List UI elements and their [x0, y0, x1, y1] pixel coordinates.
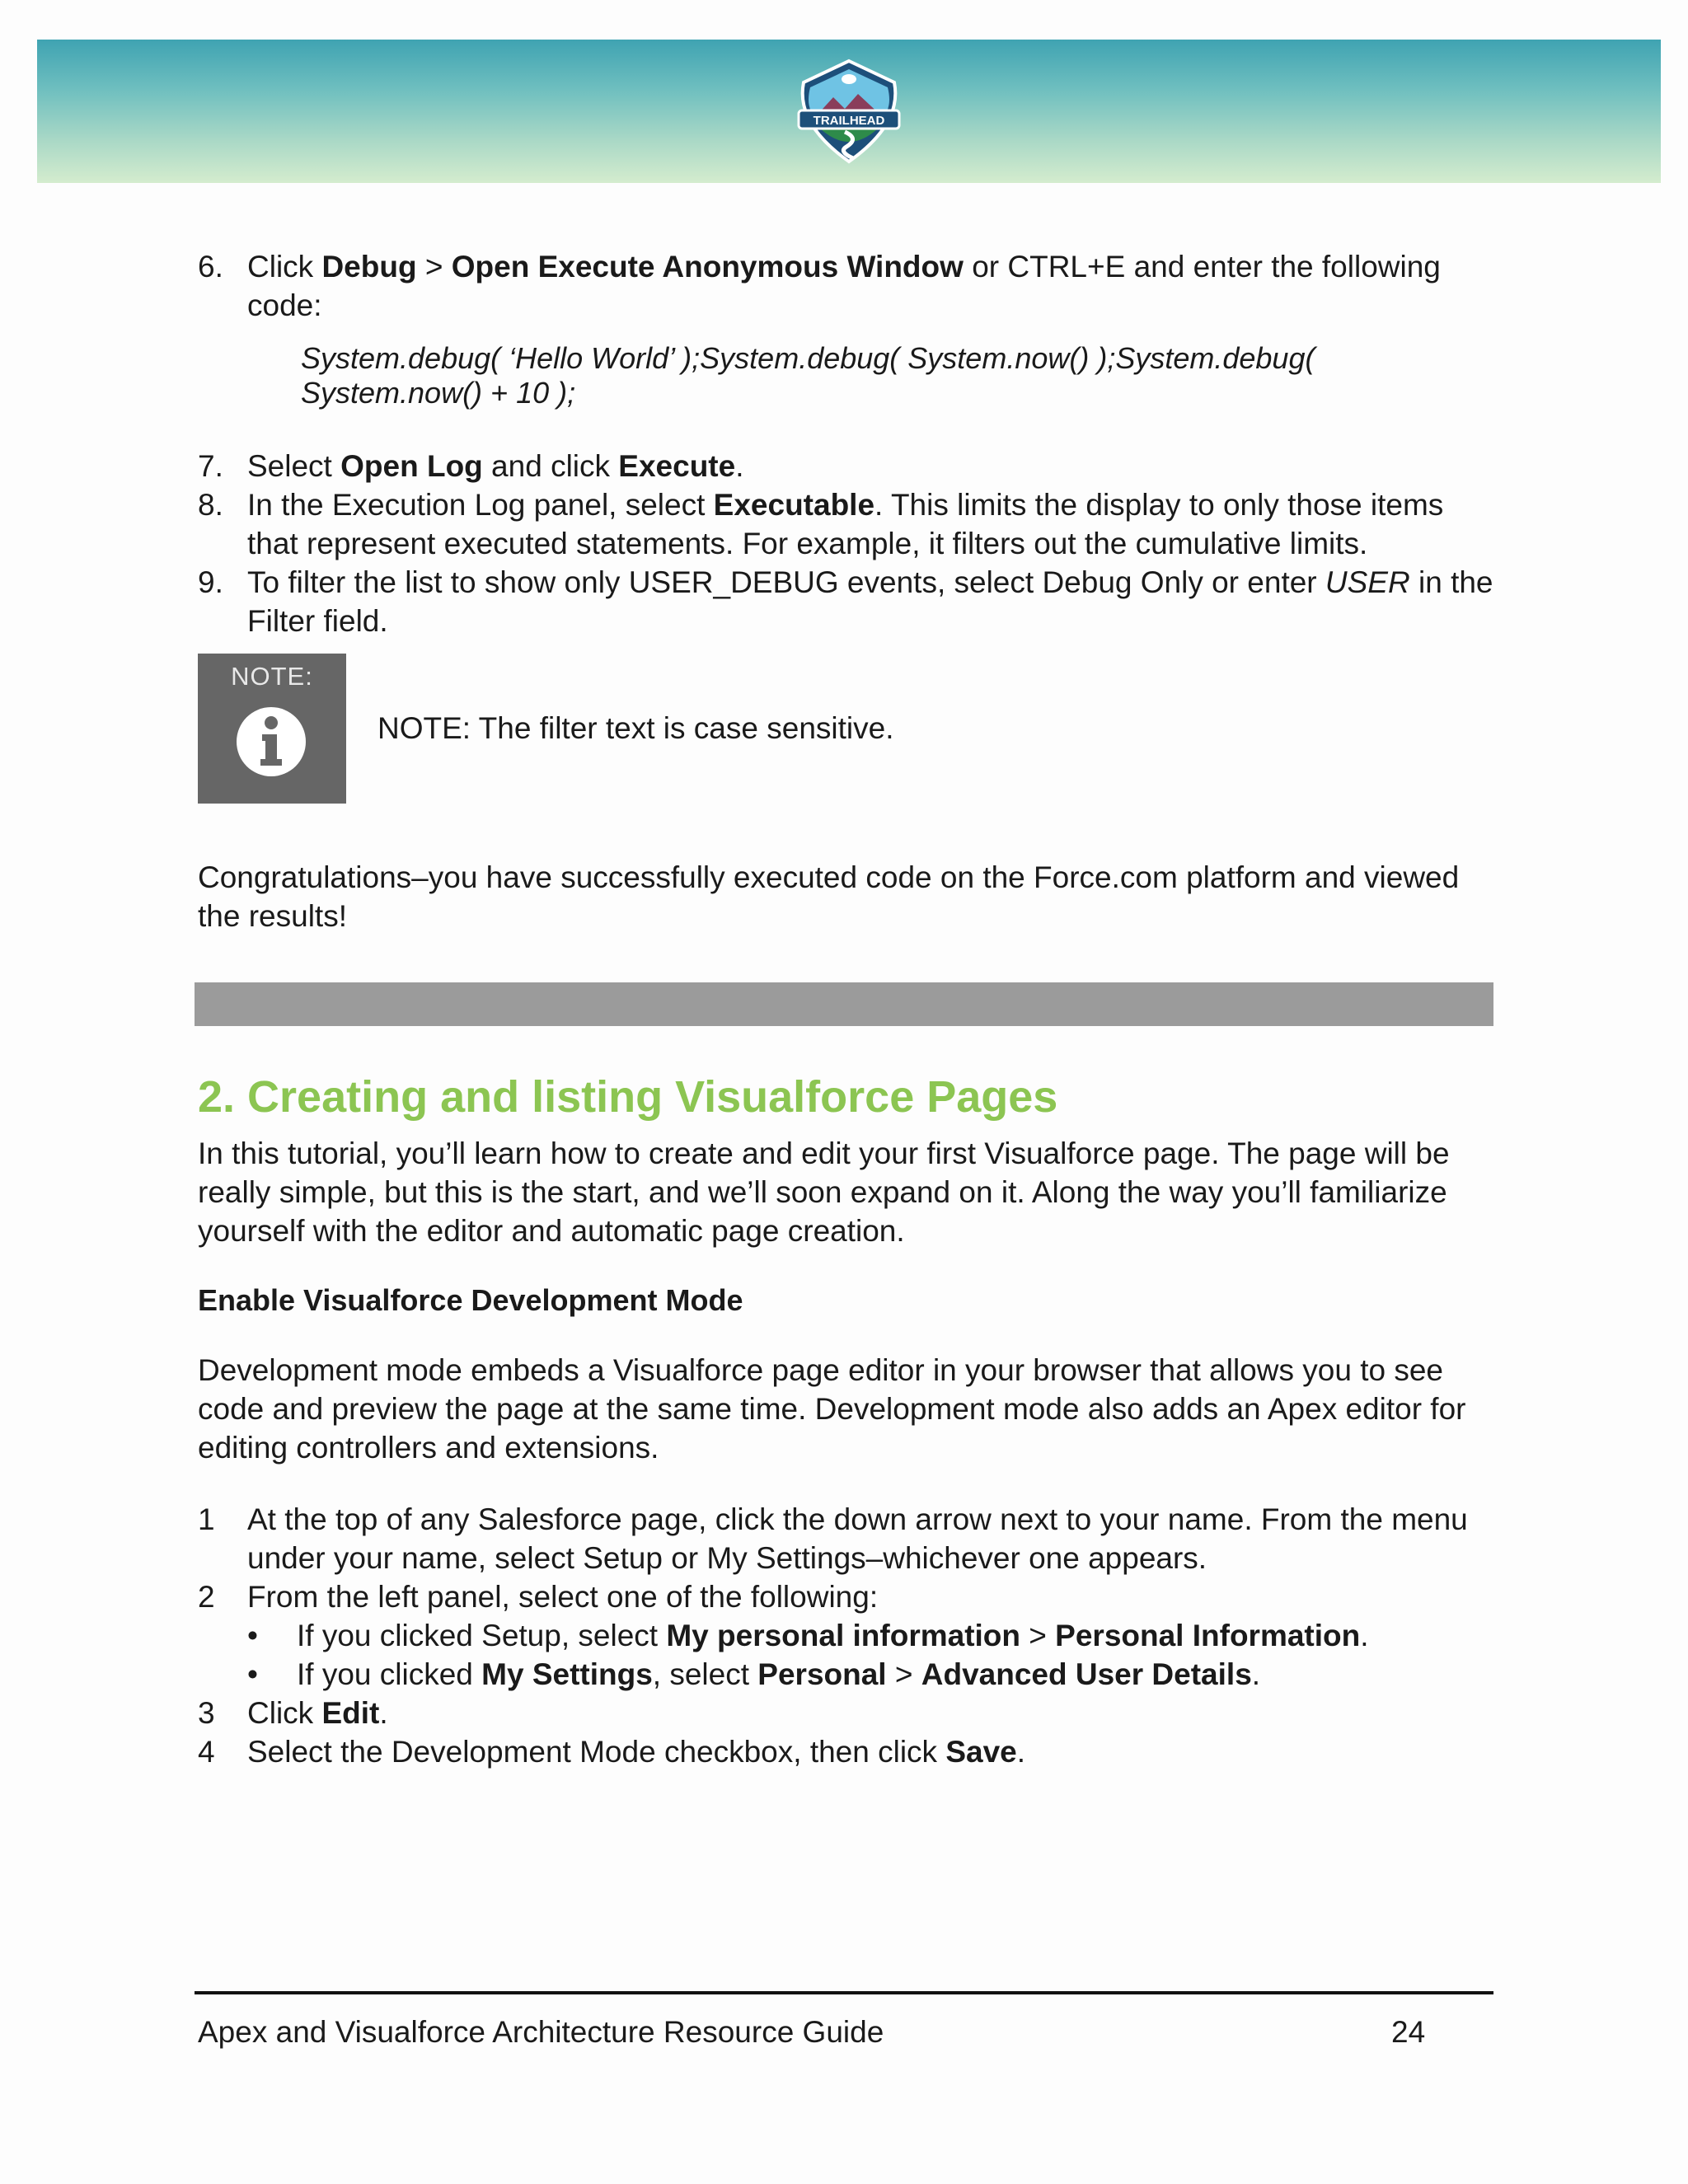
info-icon: [234, 705, 308, 779]
list-item: • If you clicked Setup, select My personal information > Personal Information.: [247, 1619, 1369, 1652]
list-item: 4 Select the Development Mode checkbox, then click Save.: [198, 1735, 1026, 1769]
list-item: 1 At the top of any Salesforce page, click the down arrow next to your name. From the menu under your name, select Setup or My Settings–whichever one appears.: [198, 1502, 1468, 1575]
steps-top-continued: [198, 447, 1496, 640]
note-badge: NOTE:: [198, 654, 346, 804]
list-item: • If you clicked My Settings, select Personal > Advanced User Details.: [247, 1657, 1261, 1691]
congrats-text: Congratulations–you have successfully executed code on the Force.com platform and viewed the results!: [198, 860, 1460, 933]
section-content: [198, 1071, 1496, 1771]
list-item: 6. Click Debug > Open Execute Anonymous Window or CTRL+E and enter the following code:: [198, 250, 1441, 322]
trailhead-logo: [787, 58, 911, 165]
list-item: 7. Select Open Log and click Execute.: [198, 449, 744, 483]
footer-rule: [195, 1991, 1493, 1994]
sub-heading: Enable Visualforce Development Mode: [198, 1283, 743, 1317]
dev-mode-text: Development mode embeds a Visualforce page editor in your browser that allows you to see code and preview the page at the same time. Development mode also adds an Apex editor for editing controllers and extensions.: [198, 1353, 1466, 1465]
section-intro: In this tutorial, you’ll learn how to create and edit your first Visualforce page. The page will be really simple, but this is the start, and we’ll soon expand on it. Along the way you’ll familiarize yourself with the editor and automatic page creation.: [198, 1137, 1450, 1248]
page-number: 24: [1391, 2015, 1426, 2049]
note-text: NOTE: The filter text is case sensitive.: [377, 711, 894, 745]
list-item: 9. To filter the list to show only USER_DEBUG events, select Debug Only or enter USER in the Filter field.: [198, 565, 1493, 638]
list-item: 2 From the left panel, select one of the following:: [198, 1580, 879, 1614]
section-divider: [195, 982, 1493, 1026]
bullet-list: [247, 1616, 1496, 1694]
code-snippet: System.debug( ‘Hello World’ );System.debug( System.now() );System.debug( System.now() + 10 );: [301, 341, 1315, 410]
footer-title: Apex and Visualforce Architecture Resource Guide: [198, 2015, 884, 2049]
note-callout: [198, 654, 1496, 804]
steps-bottom-continued: [198, 1694, 1496, 1771]
svg-text:TRAILHEAD: TRAILHEAD: [813, 114, 885, 128]
main-content: [198, 247, 1496, 935]
section-title: 2. Creating and listing Visualforce Pages: [198, 1072, 1058, 1122]
steps-top: [198, 247, 1496, 325]
list-item: 8. In the Execution Log panel, select Executable. This limits the display to only those items that represent executed statements. For example, it filters out the cumulative limits.: [198, 488, 1444, 560]
list-item: 3 Click Edit.: [198, 1696, 388, 1730]
steps-bottom: [198, 1500, 1496, 1616]
